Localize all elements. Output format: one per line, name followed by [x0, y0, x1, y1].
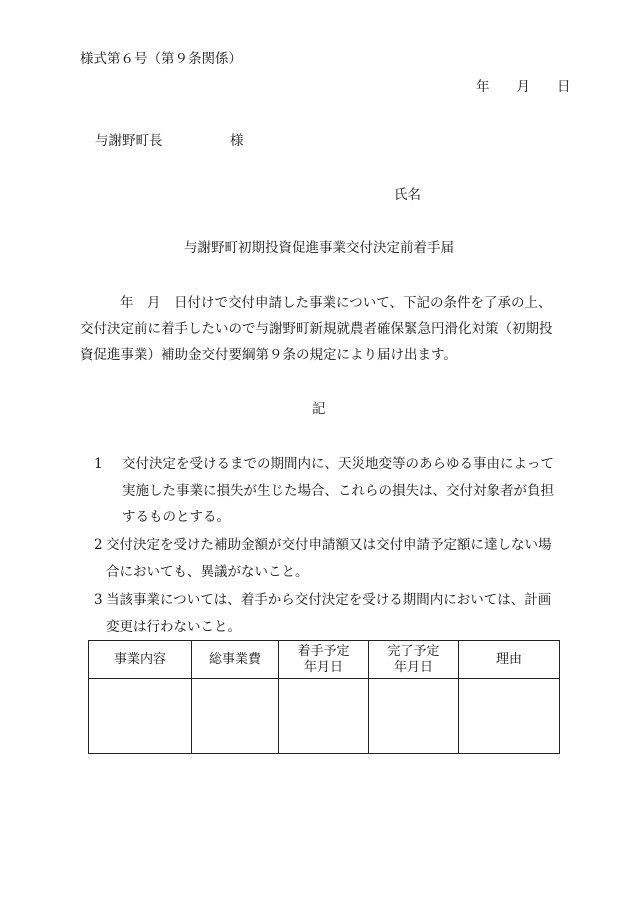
condition-number: 2: [94, 537, 103, 553]
applicant-name-label: 氏名: [394, 187, 421, 203]
cell-completion-date[interactable]: [369, 679, 459, 754]
condition-item-2: [94, 532, 560, 585]
cell-business-content[interactable]: [89, 679, 192, 754]
header-total-cost: 総事業費: [192, 641, 279, 679]
condition-item-3: [94, 587, 560, 640]
form-number: 様式第６号（第９条関係）: [80, 51, 242, 67]
body-paragraph-text: 年 月 日付けで交付申請した事業について、下記の条件を了承の上、交付決定前に着手したいので与謝野町新規就農者確保緊急円滑化対策（初期投資促進事業）補助金交付要綱第９条の規定により届け出ます。: [80, 295, 553, 363]
date-line: 年 月 日: [476, 79, 571, 95]
condition-text: 交付決定を受けた補助金額が交付申請額又は交付申請予定額に達しない場合においても、異議がないこと。: [106, 537, 552, 580]
addressee-honorific: 様: [230, 133, 244, 149]
header-completion-date: 完了予定 年月日: [369, 641, 459, 679]
header-reason: 理由: [459, 641, 560, 679]
body-paragraph: [80, 290, 560, 368]
header-business-content: 事業内容: [89, 641, 192, 679]
condition-item-1: [94, 451, 560, 531]
addressee-name: 与謝野町長: [95, 133, 163, 149]
document-title: 与謝野町初期投資促進事業交付決定前着手届: [184, 240, 454, 256]
condition-number: 3: [94, 592, 103, 608]
condition-text: 当該事業については、着手から交付決定を受ける期間内においては、計画変更は行わないこと。: [106, 592, 552, 635]
table-header-row: [89, 641, 560, 679]
cell-total-cost[interactable]: [192, 679, 279, 754]
header-start-date: 着手予定 年月日: [279, 641, 369, 679]
cell-start-date[interactable]: [279, 679, 369, 754]
condition-text: 交付決定を受けるまでの期間内に、天災地変等のあらゆる事由によって実施した事業に損失が生じた場合、これらの損失は、交付対象者が負担するものとする。: [122, 456, 554, 525]
cell-reason[interactable]: [459, 679, 560, 754]
table-row: [89, 679, 560, 754]
condition-number: 1: [94, 456, 103, 472]
plan-table: [88, 640, 560, 754]
ki-heading: 記: [312, 401, 326, 417]
